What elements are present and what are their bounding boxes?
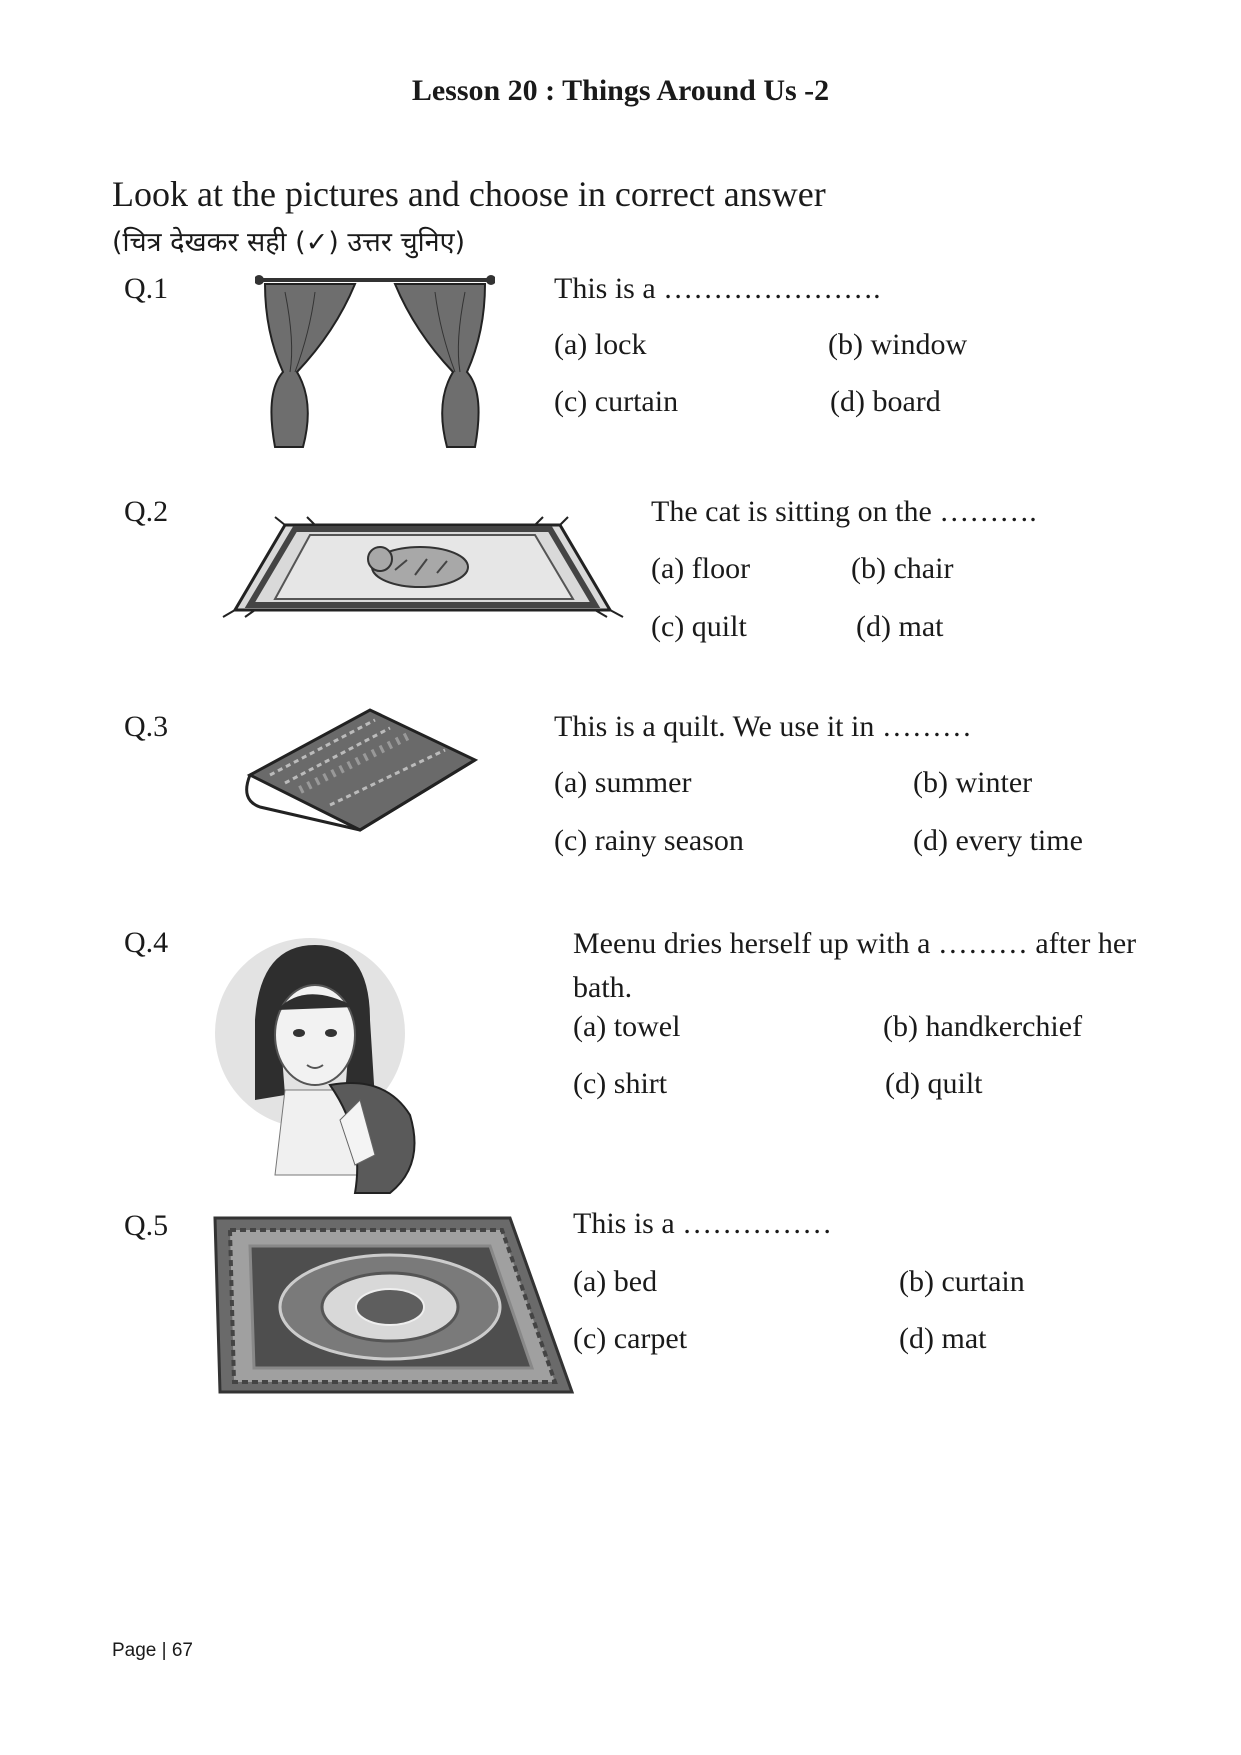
option-3c[interactable]: (c) rainy season [554, 824, 744, 857]
cat-on-mat-image [215, 515, 630, 620]
option-3b[interactable]: (b) winter [913, 766, 1033, 799]
option-5c[interactable]: (c) carpet [573, 1322, 688, 1355]
option-1d[interactable]: (d) board [830, 385, 941, 418]
option-1b[interactable]: (b) window [828, 328, 968, 361]
option-4c[interactable]: (c) shirt [573, 1067, 668, 1100]
question-number-2: Q.2 [124, 495, 169, 528]
instruction-hindi: (चित्र देखकर सही (✓) उत्तर चुनिए) [112, 227, 466, 258]
option-2b[interactable]: (b) chair [851, 552, 954, 585]
question-text-2: The cat is sitting on the ………. [651, 495, 1037, 528]
quilt-image [240, 705, 480, 835]
curtain-image [255, 272, 495, 450]
question-text-5: This is a …………… [573, 1207, 833, 1240]
option-4d[interactable]: (d) quilt [885, 1067, 983, 1100]
option-5b[interactable]: (b) curtain [899, 1265, 1025, 1298]
option-4a[interactable]: (a) towel [573, 1010, 681, 1043]
question-text-4: Meenu dries herself up with a ……… after her bath. [573, 927, 1137, 1004]
question-number-3: Q.3 [124, 710, 169, 743]
option-3a[interactable]: (a) summer [554, 766, 692, 799]
girl-with-towel-image [215, 925, 430, 1200]
carpet-image [210, 1210, 575, 1400]
question-text-1: This is a …………………. [554, 272, 881, 305]
instruction-english: Look at the pictures and choose in correct answer [112, 174, 826, 214]
option-2c[interactable]: (c) quilt [651, 610, 747, 643]
question-text-3: This is a quilt. We use it in ……… [554, 710, 972, 743]
lesson-title: Lesson 20 : Things Around Us -2 [411, 74, 830, 107]
option-5a[interactable]: (a) bed [573, 1265, 658, 1298]
option-2d[interactable]: (d) mat [856, 610, 944, 643]
page-footer: Page | 67 [112, 1640, 194, 1661]
question-number-4: Q.4 [124, 926, 169, 959]
option-4b[interactable]: (b) handkerchief [883, 1010, 1083, 1043]
option-3d[interactable]: (d) every time [913, 824, 1083, 857]
question-number-5: Q.5 [124, 1209, 169, 1242]
option-5d[interactable]: (d) mat [899, 1322, 987, 1355]
question-number-1: Q.1 [124, 272, 169, 305]
option-1a[interactable]: (a) lock [554, 328, 647, 361]
option-2a[interactable]: (a) floor [651, 552, 751, 585]
option-1c[interactable]: (c) curtain [554, 385, 679, 418]
